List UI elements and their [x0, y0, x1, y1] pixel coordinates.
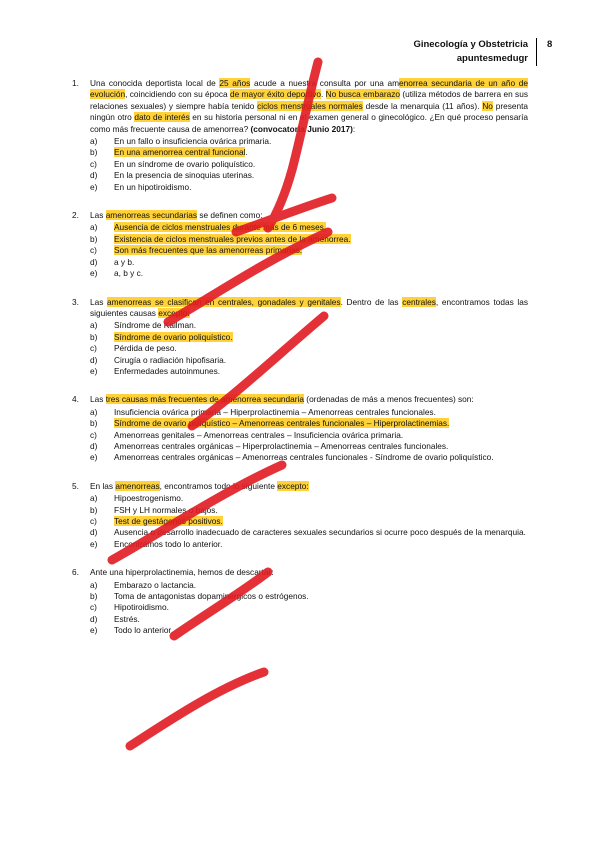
answer-option [90, 430, 528, 441]
highlighted-option-text: Test de gestágenos positivos. [114, 516, 223, 526]
option-letter: a) [90, 493, 98, 504]
question-list [72, 78, 528, 654]
highlighted-option-text: Ausencia de ciclos menstruales durante más de 6 meses. [114, 222, 327, 233]
option-letter: d) [90, 440, 98, 451]
highlighted-text: amenorreas se clasifican en centrales, gonadales y genitales [107, 296, 341, 307]
header-text [413, 38, 537, 66]
option-letter: c) [90, 245, 97, 256]
question-text-segment: (convocatoria Junio 2017) [250, 123, 353, 134]
answer-option [90, 147, 528, 158]
answer-option [90, 527, 528, 538]
answer-option [90, 407, 528, 418]
highlighted-text: centrales [402, 296, 436, 307]
highlighted-option-text: Síndrome de ovario poliquístico. [114, 331, 233, 342]
highlighted-text: dato de interés [134, 112, 190, 123]
answer-option [90, 591, 528, 602]
option-text-tail: . [245, 147, 248, 158]
question-4 [72, 394, 528, 463]
question-6 [72, 567, 528, 636]
question-number: 2. [72, 210, 79, 221]
option-letter: c) [90, 158, 97, 169]
highlighted-option-text: Síndrome de ovario poliquístico – Amenorreas centrales funcionales – Hiperprolactinemias. [114, 418, 450, 429]
answer-options [90, 407, 528, 464]
option-text: Estrés. [114, 613, 140, 624]
option-text: FSH y LH normales o bajos. [114, 504, 218, 515]
question-text-segment: Una conocida deportista local de [90, 78, 220, 88]
question-text [90, 567, 528, 578]
highlighted-text: 25 años [219, 78, 251, 88]
highlighted-option-text: En una amenorrea central funcional [114, 147, 246, 158]
answer-option [90, 602, 528, 613]
option-letter: a) [90, 136, 98, 147]
question-number: 5. [72, 480, 79, 491]
option-text: a y b. [114, 256, 135, 267]
option-text: Embarazo o lactancia. [114, 579, 197, 590]
highlighted-text: tres causas más frecuentes de amenorrea secundaria [105, 394, 304, 405]
option-text: Insuficiencia ovárica primaria – Hiperprolactinemia – Amenorreas centrales funcionales. [114, 406, 436, 417]
author-name: apuntesmedugr [456, 53, 528, 64]
answer-option [90, 539, 528, 550]
question-text-segment: se definen como: [197, 210, 263, 221]
answer-option [90, 136, 528, 147]
question-number: 1. [72, 78, 79, 88]
option-text: Toma de antagonistas dopaminérgicos o estrógenos. [114, 591, 309, 602]
option-letter: d) [90, 170, 98, 181]
question-text-segment: Ante una hiperprolactinemia, hemos de descartar: [90, 567, 274, 578]
option-letter: a) [90, 406, 98, 417]
question-text-segment: , encontramos todo lo siguiente [159, 480, 278, 491]
answer-option [90, 625, 528, 636]
question-text-segment: acude a nuestra consulta por una am [250, 78, 400, 88]
option-letter: c) [90, 602, 97, 613]
answer-option [90, 222, 528, 233]
answer-option [90, 332, 528, 343]
answer-option [90, 182, 528, 193]
option-letter: e) [90, 452, 98, 463]
highlighted-option-text: Existencia de ciclos menstruales previos antes de la amenorrea. [114, 233, 351, 244]
answer-option [90, 418, 528, 429]
option-text: En un hipotiroidismo. [114, 181, 192, 192]
question-text-segment: , encontramos todas las siguientes causas [90, 296, 529, 318]
option-letter: b) [90, 418, 98, 429]
option-letter: b) [90, 147, 98, 158]
question-1 [72, 78, 528, 193]
question-text-segment: en su historia personal ni en el examen general o ginecológico. ¿En qué proceso pensaría como más frecuente causa de amenorrea? [90, 112, 528, 134]
answer-option [90, 343, 528, 354]
answer-options [90, 222, 528, 279]
highlighted-text: amenorreas [115, 480, 160, 491]
option-text: Amenorreas centrales orgánicas – Amenorreas centrales funcionales - Síndrome de ovario poliquístico. [114, 452, 494, 463]
answer-option [90, 580, 528, 591]
option-text: Amenorreas genitales – Amenorreas centrales – Insuficiencia ovárica primaria. [114, 429, 404, 440]
question-2 [72, 210, 528, 279]
question-text-segment: Las [90, 210, 106, 221]
answer-option [90, 257, 528, 268]
highlighted-text: ciclos menstruales normales [257, 100, 363, 111]
answer-options [90, 493, 528, 550]
answer-option [90, 245, 528, 256]
answer-option [90, 366, 528, 377]
option-text: Todo lo anterior. [114, 625, 174, 636]
question-text-segment: Las [90, 394, 106, 405]
highlighted-text: amenorreas secundarias [105, 210, 198, 221]
answer-options [90, 136, 528, 193]
option-letter: c) [90, 516, 97, 526]
answer-option [90, 268, 528, 279]
question-text [90, 297, 528, 320]
answer-option [90, 320, 528, 331]
question-number: 3. [72, 296, 79, 307]
question-text [90, 394, 528, 405]
option-text: Encontramos todo lo anterior. [114, 538, 223, 549]
question-text-segment: . [320, 89, 326, 100]
option-letter: d) [90, 527, 98, 538]
highlighted-text: enorrea secundaria de un año de evolución [90, 78, 528, 100]
subject-title: Ginecología y Obstetricia [413, 39, 528, 50]
question-text [90, 210, 528, 221]
option-text: Pérdida de peso. [114, 343, 177, 354]
option-letter: a) [90, 579, 98, 590]
highlighted-text: de mayor éxito deportivo [229, 89, 321, 100]
highlighted-option-text: Son más frecuentes que las amenorreas primarias. [114, 245, 303, 256]
question-text-segment: desde la menarquia (11 años). [362, 100, 483, 111]
option-text: En un fallo o insuficiencia ovárica primaria. [114, 136, 272, 147]
answer-option [90, 493, 528, 504]
answer-option [90, 441, 528, 452]
strike-mark-q6 [130, 672, 264, 746]
answer-option [90, 234, 528, 245]
option-text: En un síndrome de ovario poliquístico. [114, 158, 256, 169]
option-letter: b) [90, 331, 98, 342]
page-number: 8 [547, 39, 553, 50]
question-text-segment: : [352, 123, 356, 134]
highlighted-text: No [482, 100, 493, 111]
question-text-segment: presenta ningún otro [90, 100, 529, 123]
answer-option [90, 516, 528, 527]
question-text [90, 481, 528, 492]
option-text: Ausencia o desarrollo inadecuado de caracteres sexuales secundarios si ocurre poco después de la menarquia. [114, 527, 526, 538]
option-letter: e) [90, 625, 98, 636]
highlighted-text: excepto: [158, 307, 190, 318]
option-letter: d) [90, 354, 98, 365]
answer-option [90, 170, 528, 181]
answer-options [90, 320, 528, 377]
option-letter: b) [90, 233, 98, 244]
question-3 [72, 297, 528, 378]
answer-option [90, 159, 528, 170]
question-text-segment: En las [90, 480, 116, 491]
option-text: Amenorreas centrales orgánicas – Hiperprolactinemia – Amenorreas centrales funcionales. [114, 440, 449, 451]
option-text: Hipoestrogenismo. [114, 493, 184, 504]
question-text-segment: (utiliza métodos de barrera en sus relaciones sexuales) y siempre había tenido [90, 89, 528, 111]
question-number: 4. [72, 394, 79, 405]
option-letter: a) [90, 222, 98, 233]
question-5 [72, 481, 528, 550]
page-header [413, 38, 563, 74]
highlighted-text: No busca embarazo [325, 89, 400, 100]
option-letter: a) [90, 320, 98, 331]
option-letter: e) [90, 538, 98, 549]
option-text: En la presencia de sinoquias uterinas. [114, 170, 255, 181]
option-letter: e) [90, 181, 98, 192]
answer-option [90, 355, 528, 366]
option-letter: b) [90, 504, 98, 515]
option-text: Cirugía o radiación hipofisaria. [114, 354, 227, 365]
option-text: Enfermedades autoinmunes. [114, 365, 221, 376]
option-letter: d) [90, 613, 98, 624]
option-text: Hipotiroidismo. [114, 602, 169, 613]
option-letter: d) [90, 256, 98, 267]
question-text [90, 78, 528, 135]
option-letter: c) [90, 343, 97, 354]
option-letter: c) [90, 429, 97, 440]
highlighted-text: excepto: [277, 480, 309, 491]
question-text-segment: Las [90, 296, 108, 307]
question-text-segment: . Dentro de las [340, 296, 403, 307]
answer-option [90, 614, 528, 625]
answer-option [90, 505, 528, 516]
option-text: a, b y c. [114, 268, 144, 279]
question-number: 6. [72, 567, 79, 578]
option-letter: e) [90, 365, 98, 376]
answer-option [90, 452, 528, 463]
option-letter: b) [90, 591, 98, 602]
option-text: Síndrome de Kallman. [114, 320, 197, 331]
question-text-segment: , coincidiendo con su época [125, 89, 230, 100]
option-letter: e) [90, 268, 98, 279]
answer-options [90, 580, 528, 637]
question-text-segment: (ordenadas de más a menos frecuentes) son: [304, 394, 474, 405]
